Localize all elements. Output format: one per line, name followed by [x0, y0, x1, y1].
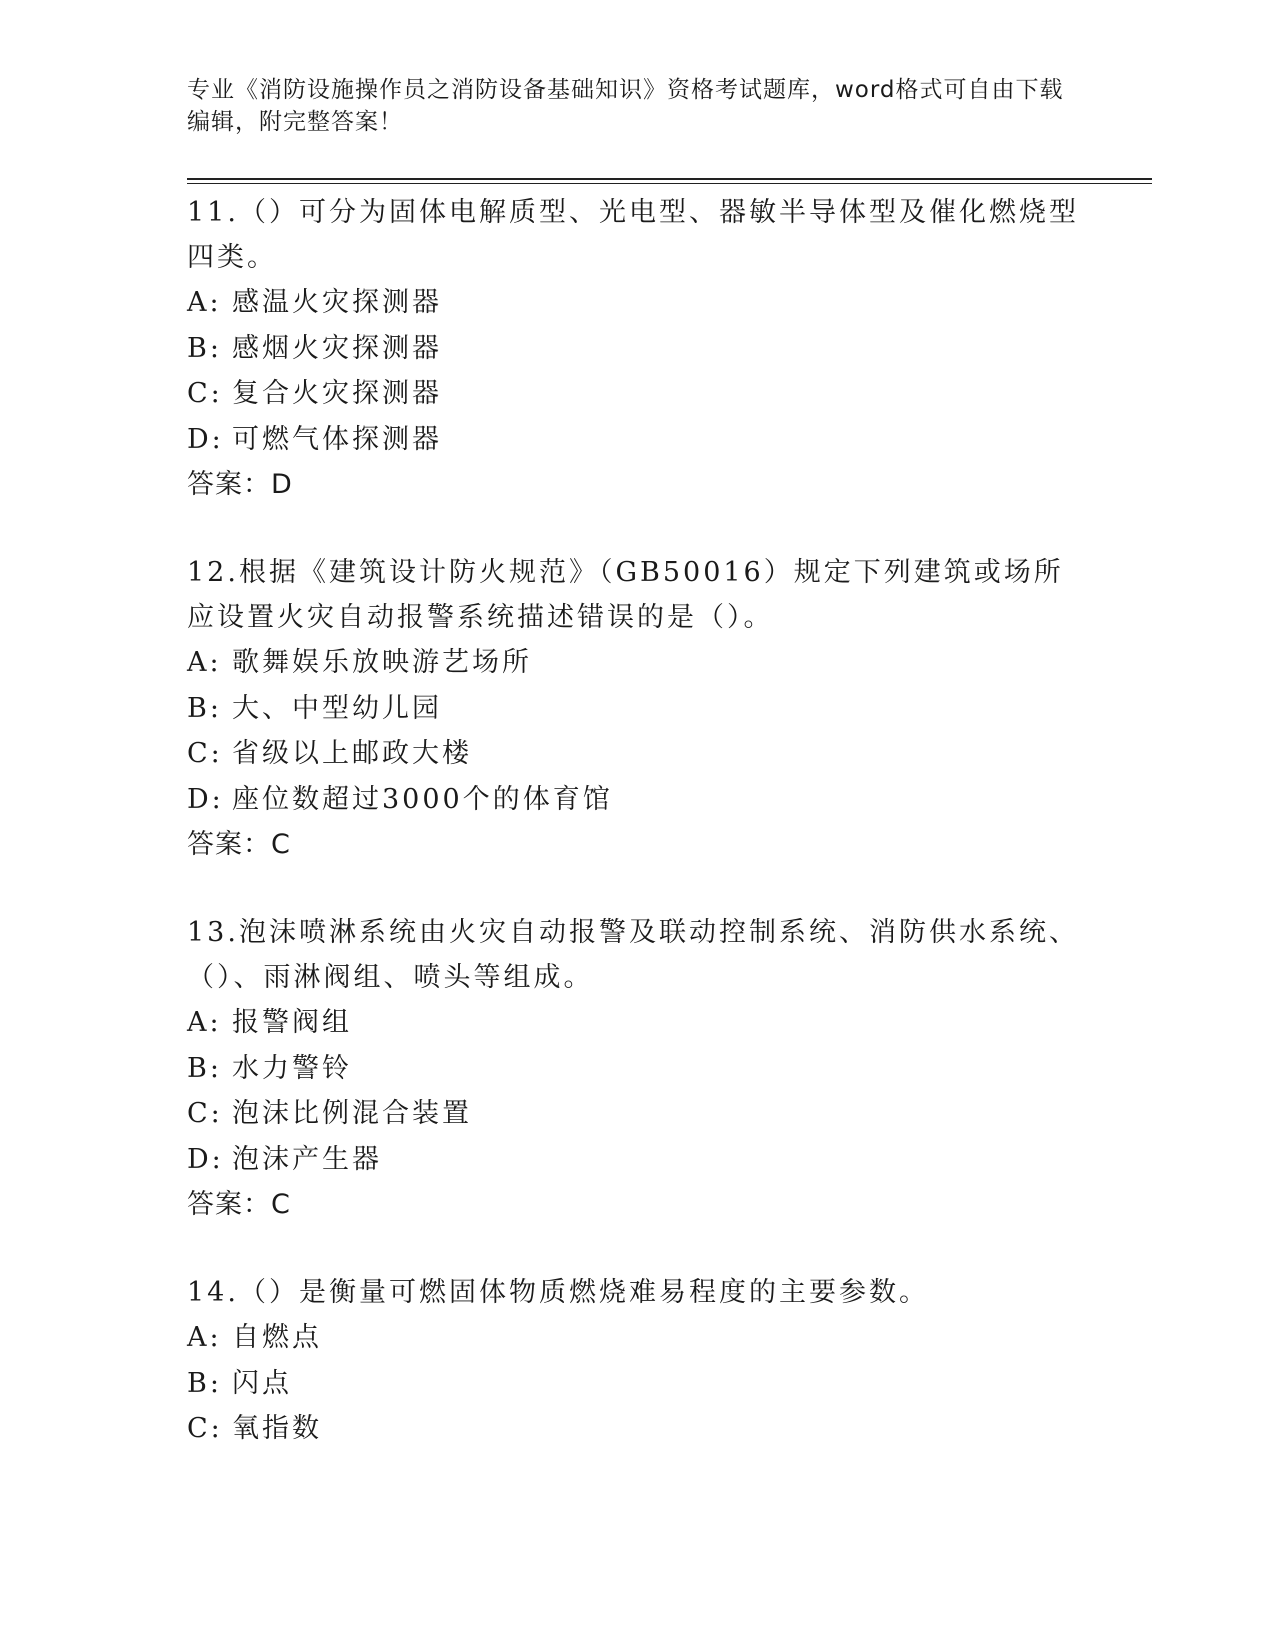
question-stem: 11.（）可分为固体电解质型、光电型、器敏半导体型及催化燃烧型四类。 [187, 197, 1079, 273]
question-12 [187, 550, 1087, 868]
option-letter: A: [187, 1007, 222, 1038]
option-letter: A: [187, 647, 222, 678]
option-text: 省级以上邮政大楼 [232, 738, 472, 769]
option-b [187, 1361, 1087, 1407]
option-letter: B: [187, 692, 222, 724]
question-13 [187, 910, 1087, 1228]
option-text: 泡沫比例混合装置 [232, 1098, 472, 1129]
option-a [187, 640, 1087, 686]
option-a [187, 1000, 1087, 1046]
option-c [187, 1406, 1087, 1452]
option-text: 感烟火灾探测器 [232, 332, 442, 364]
option-a [187, 280, 1087, 326]
header-divider-thin [187, 183, 1152, 184]
option-text: 自燃点 [232, 1322, 322, 1353]
option-letter: B: [187, 1367, 222, 1399]
option-text: 报警阀组 [232, 1007, 352, 1038]
option-letter: C: [187, 378, 223, 409]
spacer [187, 1228, 1087, 1270]
option-c [187, 1091, 1087, 1137]
answer: 答案：D [187, 469, 293, 500]
option-letter: C: [187, 738, 223, 769]
option-letter: D: [187, 423, 224, 455]
option-text: 氧指数 [232, 1413, 322, 1444]
option-letter: C: [187, 1413, 223, 1444]
option-letter: A: [187, 287, 222, 318]
question-list [187, 190, 1087, 1452]
option-b [187, 326, 1087, 372]
option-letter: A: [187, 1322, 222, 1353]
option-letter: B: [187, 332, 222, 364]
option-text: 闪点 [232, 1367, 292, 1399]
option-letter: B: [187, 1052, 222, 1084]
option-b [187, 686, 1087, 732]
option-text: 复合火灾探测器 [232, 378, 442, 409]
option-text: 可燃气体探测器 [232, 423, 442, 455]
option-a [187, 1315, 1087, 1361]
option-c [187, 371, 1087, 417]
header-title: 专业《消防设施操作员之消防设备基础知识》资格考试题库，word格式可自由下载编辑，附完整答案！ [187, 77, 1064, 135]
question-stem: 12.根据《建筑设计防火规范》（GB50016）规定下列建筑或场所应设置火灾自动报警系统描述错误的是（）。 [187, 557, 1064, 633]
option-text: 座位数超过3000个的体育馆 [232, 783, 613, 815]
option-text: 大、中型幼儿园 [232, 692, 442, 724]
question-stem: 13.泡沫喷淋系统由火灾自动报警及联动控制系统、消防供水系统、（）、雨淋阀组、喷头等组成。 [187, 917, 1079, 993]
option-text: 歌舞娱乐放映游艺场所 [232, 647, 532, 678]
spacer [187, 868, 1087, 910]
option-d [187, 1137, 1087, 1183]
option-c [187, 731, 1087, 777]
option-d [187, 777, 1087, 823]
option-text: 泡沫产生器 [232, 1143, 382, 1175]
option-text: 水力警铃 [232, 1052, 352, 1084]
option-letter: C: [187, 1098, 223, 1129]
header-divider-thick [187, 178, 1152, 180]
option-letter: D: [187, 1143, 224, 1175]
option-letter: D: [187, 783, 224, 815]
question-stem: 14.（）是衡量可燃固体物质燃烧难易程度的主要参数。 [187, 1277, 929, 1308]
option-d [187, 417, 1087, 463]
option-b [187, 1046, 1087, 1092]
document-header [187, 74, 1087, 138]
question-14 [187, 1270, 1087, 1452]
spacer [187, 508, 1087, 550]
option-text: 感温火灾探测器 [232, 287, 442, 318]
answer: 答案：C [187, 1189, 291, 1220]
question-11 [187, 190, 1087, 508]
answer: 答案：C [187, 829, 291, 860]
